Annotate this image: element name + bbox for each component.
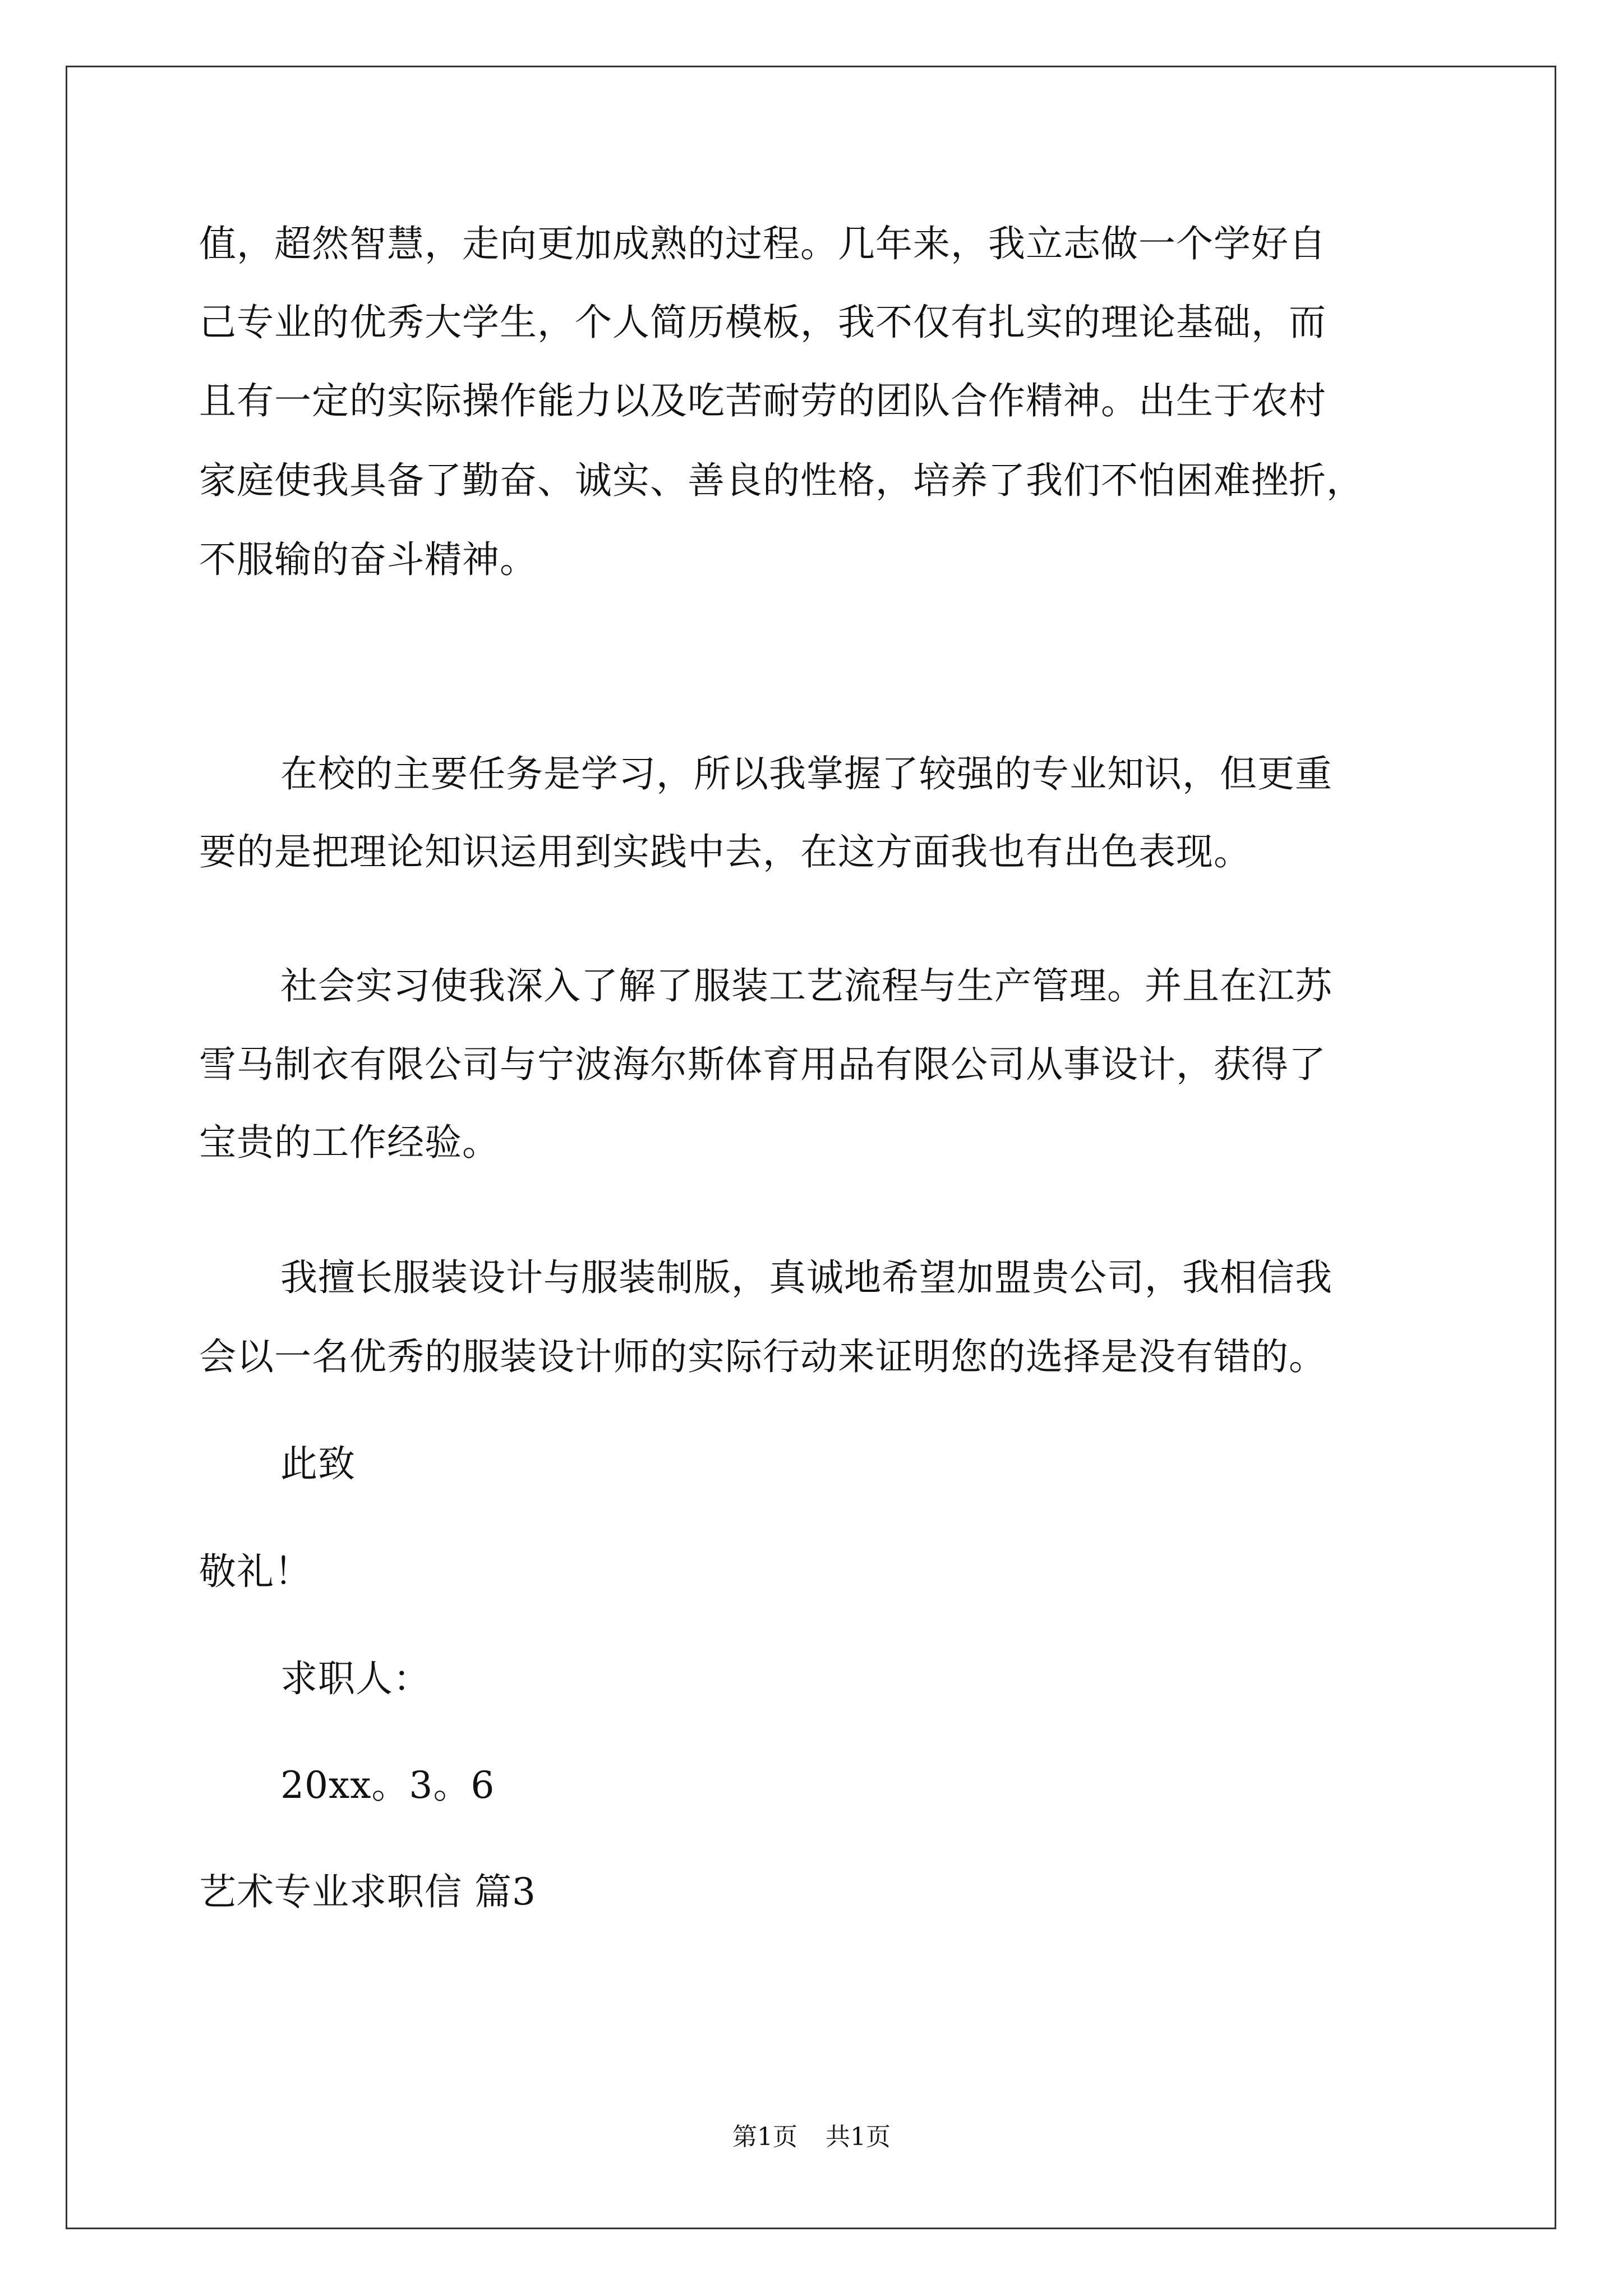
body-line-9: 雪马制衣有限公司与宁波海尔斯体育用品有限公司从事设计，获得了: [199, 1043, 1326, 1086]
body-line-11: 我擅长服装设计与服装制版，真诚地希望加盟贵公司，我相信我: [280, 1256, 1332, 1299]
body-line-4: 家庭使我具备了勤奋、诚实、善良的性格，培养了我们不怕困难挫折，: [199, 459, 1364, 502]
closing-regards: 敬礼！: [199, 1550, 312, 1593]
body-line-7: 要的是把理论知识运用到实践中去，在这方面我也有出色表现。: [199, 830, 1251, 873]
body-line-8: 社会实习使我深入了解了服装工艺流程与生产管理。并且在江苏: [280, 964, 1332, 1007]
section-heading: 艺术专业求职信 篇3: [199, 1870, 536, 1913]
applicant-label: 求职人：: [280, 1657, 431, 1700]
body-line-1: 值，超然智慧，走向更加成熟的过程。几年来，我立志做一个学好自: [199, 222, 1326, 265]
page-number-total: 共1页: [826, 2123, 891, 2151]
body-line-5: 不服输的奋斗精神。: [199, 538, 537, 581]
page-number-current: 第1页: [732, 2123, 797, 2151]
body-line-6: 在校的主要任务是学习，所以我掌握了较强的专业知识，但更重: [280, 752, 1332, 795]
body-line-2: 己专业的优秀大学生，个人简历模板，我不仅有扎实的理论基础，而: [199, 301, 1326, 344]
body-line-3: 且有一定的实际操作能力以及吃苦耐劳的团队合作精神。出生于农村: [199, 379, 1326, 422]
letter-date: 20xx。3。6: [280, 1764, 495, 1807]
page-footer: [0, 2120, 1623, 2154]
closing-salutation: 此致: [280, 1442, 356, 1485]
body-line-10: 宝贵的工作经验。: [199, 1121, 500, 1164]
body-line-12: 会以一名优秀的服装设计师的实际行动来证明您的选择是没有错的。: [199, 1335, 1326, 1378]
